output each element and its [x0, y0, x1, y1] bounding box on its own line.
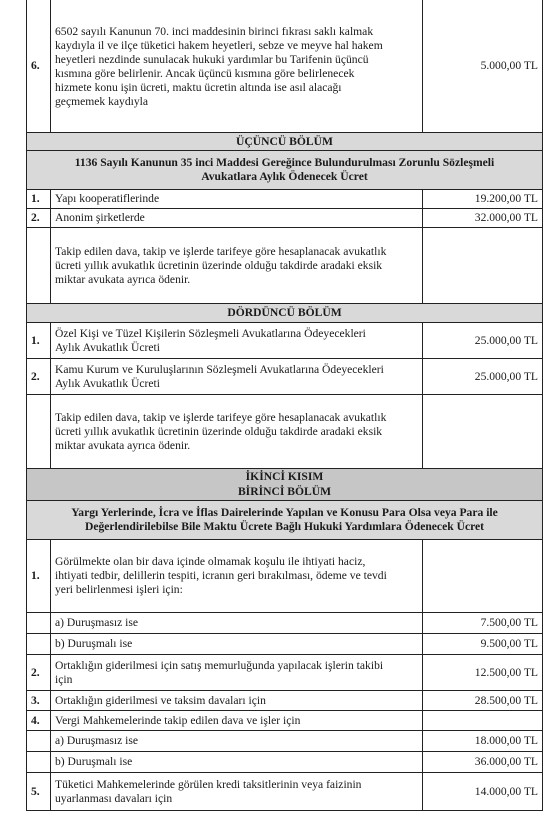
table-row [27, 613, 543, 634]
table-row [27, 634, 543, 655]
note-row [27, 228, 543, 304]
item-text: a) Duruşmasız ise [51, 731, 423, 752]
item-text: a) Duruşmasız ise [51, 613, 423, 634]
item-text: b) Duruşmalı ise [51, 752, 423, 773]
item-number: 1. [27, 540, 51, 613]
item-text: Tüketici Mahkemelerinde görülen kredi taksitlerinin veya faizinin uyarlanması davaları için [51, 773, 423, 811]
item-number: 1. [27, 190, 51, 209]
section-subtitle: 1136 Sayılı Kanunun 35 inci Maddesi Gereğince Bulundurulması Zorunlu Sözleşmeli Avukatlara Aylık Ödenecek Ücret [27, 151, 543, 190]
table-row [27, 691, 543, 711]
item-amount: 19.200,00 TL [423, 190, 543, 209]
item-number: 5. [27, 773, 51, 811]
table-row [27, 731, 543, 752]
item-number: 2. [27, 655, 51, 691]
table-row [27, 711, 543, 731]
item-amount: 28.500,00 TL [423, 691, 543, 711]
part-header-row [27, 469, 543, 485]
item-number: 4. [27, 711, 51, 731]
table-row [27, 655, 543, 691]
item-text: Vergi Mahkemelerinde takip edilen dava ve işler için [51, 711, 423, 731]
table-row [27, 773, 543, 811]
item-number: 2. [27, 359, 51, 395]
section-header-row [27, 133, 543, 151]
item-number: 2. [27, 209, 51, 228]
table-row [27, 359, 543, 395]
item-text: Ortaklığın giderilmesi için satış memurluğunda yapılacak işlerin takibi için [51, 655, 423, 691]
section-title: DÖRDÜNCÜ BÖLÜM [27, 304, 543, 323]
section-subtitle: Yargı Yerlerinde, İcra ve İflas Dairelerinde Yapılan ve Konusu Para Olsa veya Para ile Değerlendirilebilse Bile Maktu Ücrete Bağlı Hukuki Yardımlara Ödenecek Ücret [27, 501, 543, 540]
item-amount: 7.500,00 TL [423, 613, 543, 634]
item-amount: 18.000,00 TL [423, 731, 543, 752]
item-text: Anonim şirketlerde [51, 209, 423, 228]
section-subtitle-row [27, 501, 543, 540]
item-amount: 5.000,00 TL [423, 0, 543, 133]
part-title: İKİNCİ KISIM [27, 469, 543, 485]
item-amount: 32.000,00 TL [423, 209, 543, 228]
section-subtitle-row [27, 151, 543, 190]
item-amount: 25.000,00 TL [423, 323, 543, 359]
item-text: Görülmekte olan bir dava içinde olmamak koşulu ile ihtiyati haciz, ihtiyati tedbir, delillerin tespiti, icranın geri bırakılması, ödeme ve tevdi yeri belirlenmesi işleri için: [51, 540, 423, 613]
note-row [27, 395, 543, 469]
item-number: 1. [27, 323, 51, 359]
item-text: Kamu Kurum ve Kuruluşlarının Sözleşmeli Avukatlarına Ödeyecekleri Aylık Avukatlık Ücreti [51, 359, 423, 395]
item-text: b) Duruşmalı ise [51, 634, 423, 655]
item-number: 6. [27, 0, 51, 133]
item-amount: 14.000,00 TL [423, 773, 543, 811]
note-text: Takip edilen dava, takip ve işlerde tarifeye göre hesaplanacak avukatlık ücreti yıllık avukatlık ücretinin üzerinde olduğu takdirde aradaki eksik miktar avukata ayrıca ödenir. [51, 228, 423, 304]
section-title: ÜÇÜNCÜ BÖLÜM [27, 133, 543, 151]
tariff-table [26, 0, 543, 811]
item-amount: 12.500,00 TL [423, 655, 543, 691]
section-title: BİRİNCİ BÖLÜM [27, 485, 543, 501]
item-number: 3. [27, 691, 51, 711]
item-amount: 9.500,00 TL [423, 634, 543, 655]
item-text: 6502 sayılı Kanunun 70. inci maddesinin birinci fıkrası saklı kalmak kaydıyla il ve ilçe tüketici hakem heyetleri, sebze ve meyve hal hakem heyetleri nezdinde sunulacak hukuki yardımlar bu Tarifenin üçüncü kısmına göre belirlenir. Ancak üçüncü kısmına göre belirlenecek hizmete konu işin ücreti, maktu ücretin altında ise asıl alacağı geçmemek kaydıyla [51, 0, 423, 133]
section-header-row [27, 304, 543, 323]
item-amount: 25.000,00 TL [423, 359, 543, 395]
note-text: Takip edilen dava, takip ve işlerde tarifeye göre hesaplanacak avukatlık ücreti yıllık avukatlık ücretinin üzerinde olduğu takdirde aradaki eksik miktar avukata ayrıca ödenir. [51, 395, 423, 469]
table-row [27, 540, 543, 613]
section-header-row [27, 485, 543, 501]
table-row [27, 0, 543, 133]
item-text: Yapı kooperatiflerinde [51, 190, 423, 209]
table-row [27, 190, 543, 209]
item-text: Ortaklığın giderilmesi ve taksim davaları için [51, 691, 423, 711]
table-row [27, 209, 543, 228]
table-row [27, 752, 543, 773]
item-amount: 36.000,00 TL [423, 752, 543, 773]
table-row [27, 323, 543, 359]
item-text: Özel Kişi ve Tüzel Kişilerin Sözleşmeli Avukatlarına Ödeyecekleri Aylık Avukatlık Ücreti [51, 323, 423, 359]
